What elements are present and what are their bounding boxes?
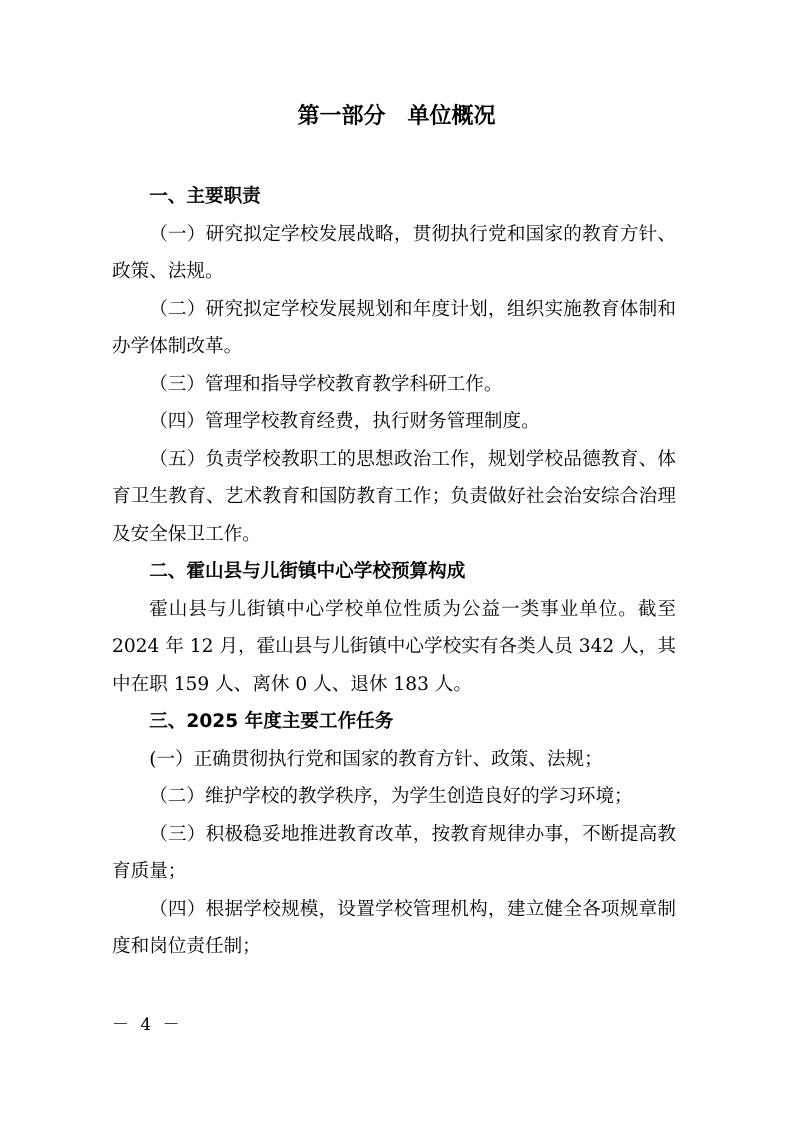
duty-paragraph-4: （四）管理学校教育经费，执行财务管理制度。 xyxy=(149,411,540,432)
section-heading-duties: 一、主要职责 xyxy=(149,186,261,207)
section-heading-budget: 二、霍山县与儿街镇中心学校预算构成 xyxy=(149,561,466,582)
task-paragraph-3: （三）积极稳妥地推进教育改革，按教育规律办事，不断提高教育质量； xyxy=(112,823,676,882)
budget-paragraph: 霍山县与儿街镇中心学校单位性质为公益一类事业单位。截至 2024 年 12 月，霍山县与儿街镇中心学校实有各类人员 342 人，其中在职 159 人、离休 0 人、退休 183 人。 xyxy=(112,598,676,695)
duty-paragraph-1: （一）研究拟定学校发展战略，贯彻执行党和国家的教育方针、政策、法规。 xyxy=(112,223,676,282)
task-paragraph-2: （二）维护学校的教学秩序，为学生创造良好的学习环境； xyxy=(149,786,633,807)
document-body xyxy=(112,178,676,966)
task-paragraph-4: （四）根据学校规模，设置学校管理机构，建立健全各项规章制度和岗位责任制； xyxy=(112,898,676,957)
duty-paragraph-2: （二）研究拟定学校发展规划和年度计划，组织实施教育体制和办学体制改革。 xyxy=(112,298,676,357)
section-heading-tasks: 三、2025 年度主要工作任务 xyxy=(149,711,394,732)
duty-paragraph-5: （五）负责学校教职工的思想政治工作，规划学校品德教育、体育卫生教育、艺术教育和国防教育工作；负责做好社会治安综合治理及安全保卫工作。 xyxy=(112,448,676,545)
page-title: 第一部分 单位概况 xyxy=(297,104,496,129)
task-paragraph-1: (一）正确贯彻执行党和国家的教育方针、政策、法规； xyxy=(149,748,603,770)
page-number: － 4 － xyxy=(112,1015,183,1035)
duty-paragraph-3: （三）管理和指导学校教育教学科研工作。 xyxy=(149,373,503,395)
